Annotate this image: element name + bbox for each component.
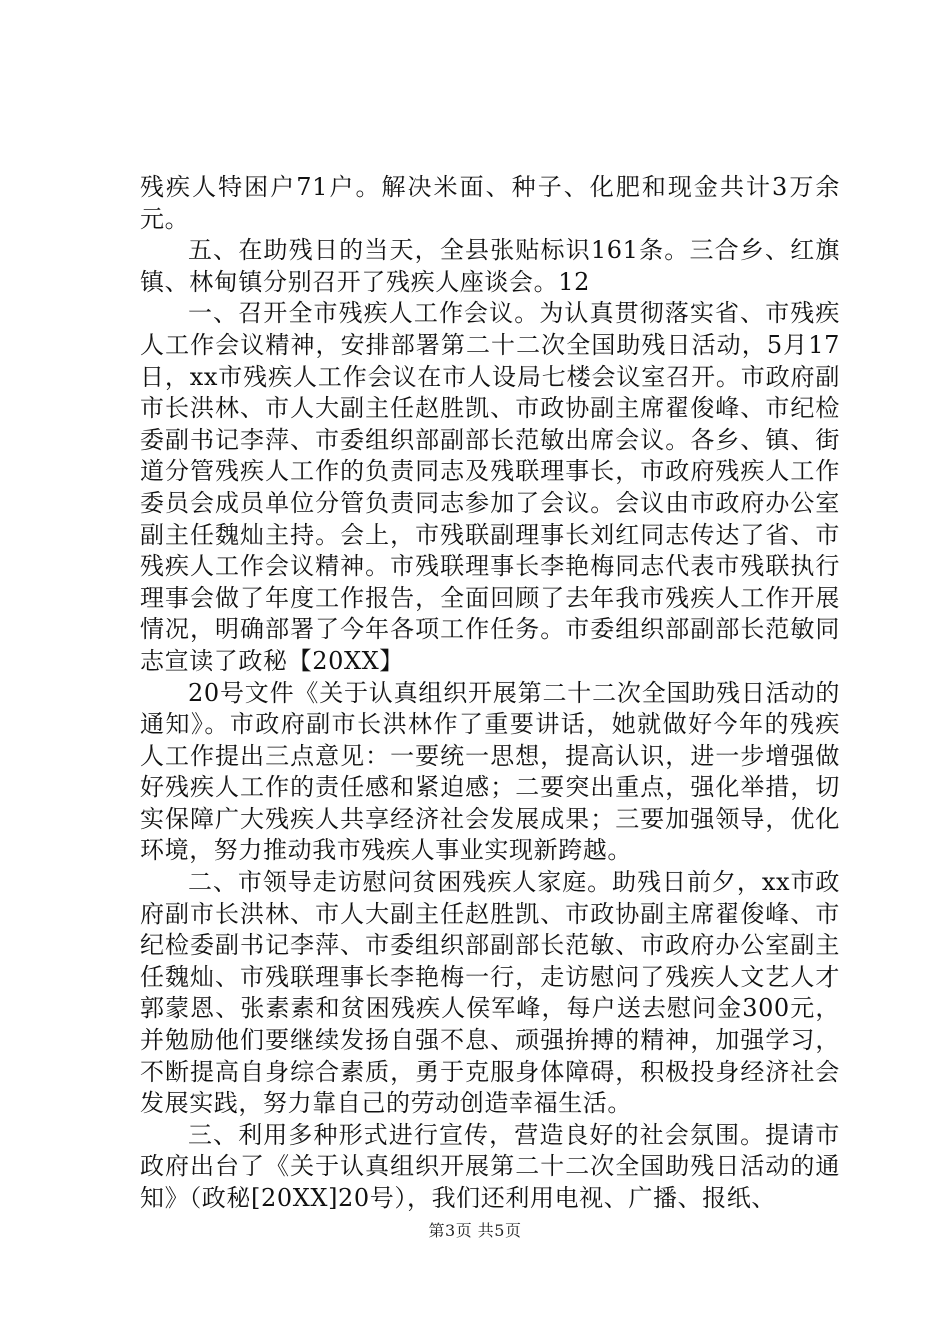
paragraph-section-one: 一、召开全市残疾人工作会议。为认真贯彻落实省、市残疾人工作会议精神，安排部署第二十二次全国助残日活动，5月17日，xx市残疾人工作会议在市人设局七楼会议室召开。市政府副市长洪林、市人大副主任赵胜凯、市政协副主席翟俊峰、市纪检委副书记李萍、市委组织部副部长范敏出席会议。各乡、镇、街道分管残疾人工作的负责同志及残联理事长，市政府残疾人工作委员会成员单位分管负责同志参加了会议。会议由市政府办公室副主任魏灿主持。会上，市残联副理事长刘红同志传达了省、市残疾人工作会议精神。市残联理事长李艳梅同志代表市残联执行理事会做了年度工作报告，全面回顾了去年我市残疾人工作开展情况，明确部署了今年各项工作任务。市委组织部副部长范敏同志宣读了政秘【20XX】 bbox=[140, 299, 840, 675]
document-body bbox=[140, 172, 840, 1215]
paragraph-continuation: 残疾人特困户71户。解决米面、种子、化肥和现金共计3万余元。 bbox=[140, 173, 840, 233]
paragraph-section-five: 五、在助残日的当天，全县张贴标识161条。三合乡、红旗镇、林甸镇分别召开了残疾人座谈会。12 bbox=[140, 236, 840, 296]
paragraph-section-three: 三、利用多种形式进行宣传，营造良好的社会氛围。提请市政府出台了《关于认真组织开展第二十二次全国助残日活动的通知》（政秘[20XX]20号），我们还利用电视、广播、报纸、 bbox=[140, 1120, 840, 1212]
paragraph-document-notice: 20号文件《关于认真组织开展第二十二次全国助残日活动的通知》。市政府副市长洪林作了重要讲话，她就做好今年的残疾人工作提出三点意见：一要统一思想，提高认识，进一步增强做好残疾人工作的责任感和紧迫感；二要突出重点，强化举措，切实保障广大残疾人共享经济社会发展成果；三要加强领导，优化环境，努力推动我市残疾人事业实现新跨越。 bbox=[140, 678, 840, 865]
paragraph-section-two: 二、市领导走访慰问贫困残疾人家庭。助残日前夕，xx市政府副市长洪林、市人大副主任赵胜凯、市政协副主席翟俊峰、市纪检委副书记李萍、市委组织部副部长范敏、市政府办公室副主任魏灿、市残联理事长李艳梅一行，走访慰问了残疾人文艺人才郭蒙恩、张素素和贫困残疾人侯军峰，每户送去慰问金300元，并勉励他们要继续发扬自强不息、顽强拚搏的精神，加强学习，不断提高自身综合素质，勇于克服身体障碍，积极投身经济社会发展实践，努力靠自己的劳动创造幸福生活。 bbox=[140, 868, 840, 1118]
page-number-footer: 第3页 共5页 bbox=[428, 1221, 522, 1240]
